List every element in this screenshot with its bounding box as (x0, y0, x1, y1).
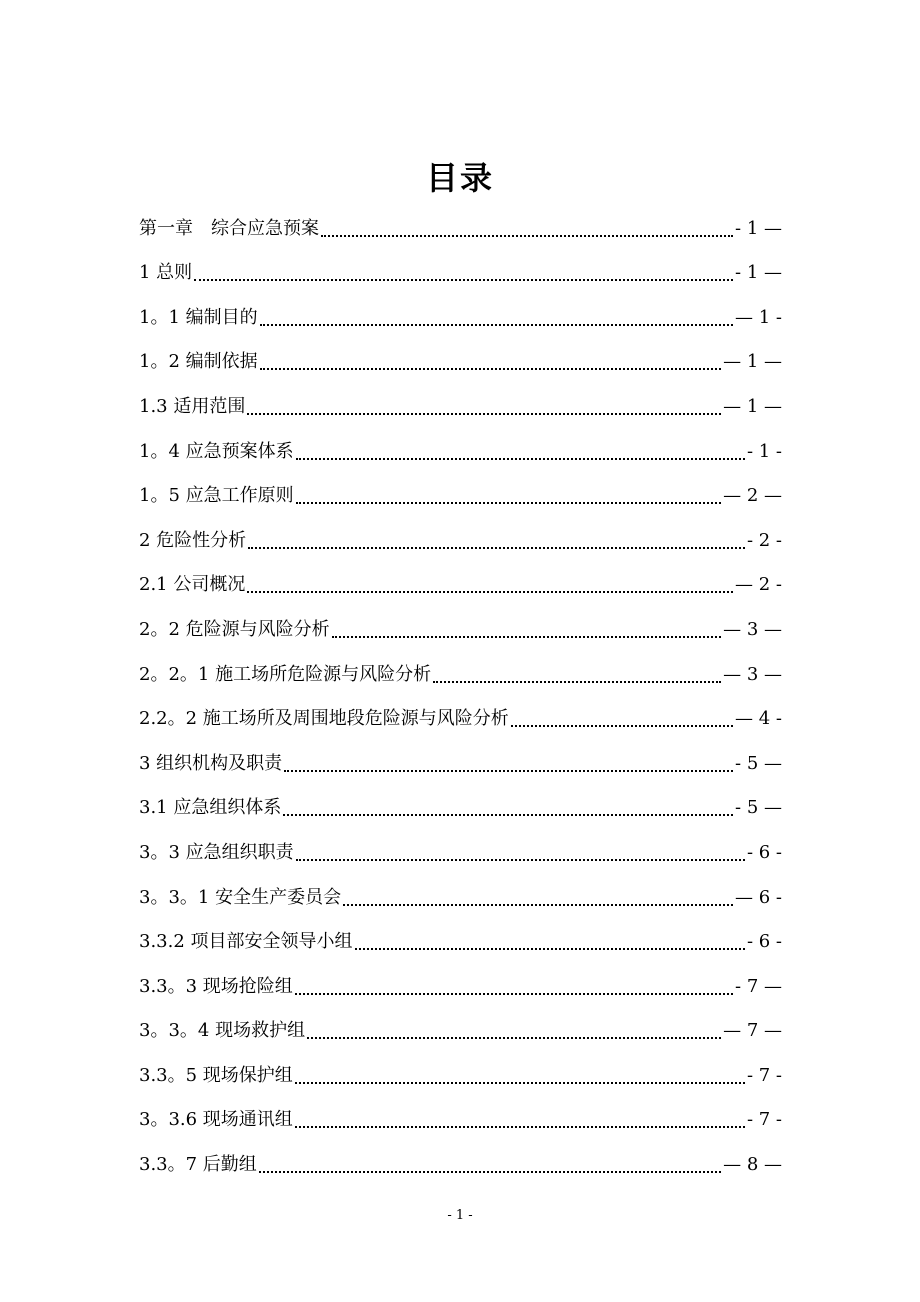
toc-entry-page: - 7 — (735, 975, 782, 997)
toc-entry[interactable] (139, 561, 782, 606)
toc-entry[interactable] (139, 784, 782, 829)
toc-entry[interactable] (139, 249, 782, 294)
toc-entry-label: 2.1 公司概况 (139, 574, 246, 596)
toc-entry-page: — 3 — (723, 663, 782, 685)
toc-entry[interactable] (139, 1051, 782, 1096)
toc-entry-label: 3 组织机构及职责 (139, 752, 283, 774)
toc-entry[interactable] (139, 338, 782, 383)
toc-entry-label: 1。5 应急工作原则 (139, 485, 294, 507)
toc-dot-leader (307, 1037, 721, 1039)
toc-entry-label: 3.3。3 现场抢险组 (139, 975, 293, 997)
toc-entry[interactable] (139, 739, 782, 784)
toc-entry-label: 3。3。4 现场救护组 (139, 1020, 306, 1042)
toc-entry-label: 3.3。7 后勤组 (139, 1154, 257, 1176)
toc-entry[interactable] (139, 516, 782, 561)
toc-dot-leader (295, 1126, 745, 1128)
toc-dot-leader (511, 725, 733, 727)
toc-entry-label: 3。3.6 现场通讯组 (139, 1109, 293, 1131)
toc-entry[interactable] (139, 1007, 782, 1052)
page-number-footer: - 1 - (447, 1208, 473, 1223)
toc-entry-label: 1。4 应急预案体系 (139, 440, 294, 462)
toc-entry[interactable] (139, 293, 782, 338)
toc-entry-page: — 4 - (735, 708, 782, 730)
toc-entry[interactable] (139, 472, 782, 517)
toc-entry-page: — 8 — (723, 1154, 782, 1176)
toc-entry[interactable] (139, 605, 782, 650)
toc-dot-leader (284, 770, 733, 772)
toc-dot-leader (247, 591, 733, 593)
toc-entry[interactable] (139, 427, 782, 472)
toc-entry-page: — 2 — (723, 485, 782, 507)
toc-entry[interactable] (139, 695, 782, 740)
toc-entry-page: - 7 - (746, 1109, 782, 1131)
toc-dot-leader (260, 368, 721, 370)
toc-dot-leader (321, 235, 733, 237)
toc-dot-leader (260, 324, 733, 326)
toc-dot-leader (295, 993, 733, 995)
toc-entry-label: 1。1 编制目的 (139, 306, 258, 328)
toc-entry[interactable] (139, 1140, 782, 1185)
toc-entry-page: — 6 - (735, 886, 782, 908)
toc-entry-page: - 5 — (735, 752, 782, 774)
toc-entry-page: — 1 — (723, 395, 782, 417)
toc-entry-label: 3.1 应急组织体系 (139, 797, 282, 819)
toc-entry[interactable] (139, 1096, 782, 1141)
toc-entry[interactable] (139, 962, 782, 1007)
toc-entry-label: 3.3.2 项目部安全领导小组 (139, 931, 353, 953)
toc-entry-label: 3.3。5 现场保护组 (139, 1064, 293, 1086)
toc-dot-leader (343, 904, 733, 906)
toc-entry-page: - 6 - (746, 841, 782, 863)
toc-entry[interactable] (139, 382, 782, 427)
toc-entry-page: - 1 — (735, 217, 782, 239)
toc-entry-page: - 5 — (735, 797, 782, 819)
toc-entry-page: — 7 — (723, 1020, 782, 1042)
table-of-contents (139, 204, 782, 1185)
toc-dot-leader (296, 458, 745, 460)
toc-entry-page: — 2 - (735, 574, 782, 596)
toc-entry-page: - 7 - (746, 1064, 782, 1086)
toc-entry-label: 第一章 综合应急预案 (139, 217, 319, 239)
toc-entry-page: — 3 — (723, 618, 782, 640)
toc-entry-label: 2.2。2 施工场所及周围地段危险源与风险分析 (139, 708, 509, 730)
toc-dot-leader (247, 413, 721, 415)
toc-entry[interactable] (139, 204, 782, 249)
toc-dot-leader (355, 948, 745, 950)
toc-dot-leader (283, 814, 733, 816)
toc-entry[interactable] (139, 650, 782, 695)
toc-dot-leader (296, 502, 721, 504)
toc-entry-label: 2。2。1 施工场所危险源与风险分析 (139, 663, 432, 685)
toc-dot-leader (295, 1082, 745, 1084)
toc-entry-label: 3。3。1 安全生产委员会 (139, 886, 342, 908)
page-title: 目录 (425, 159, 494, 197)
toc-entry[interactable] (139, 828, 782, 873)
toc-dot-leader (259, 1171, 721, 1173)
toc-entry-label: 2。2 危险源与风险分析 (139, 618, 330, 640)
toc-entry-page: — 1 - (735, 306, 782, 328)
toc-dot-leader (332, 636, 721, 638)
toc-entry[interactable] (139, 918, 782, 963)
toc-entry-label: 1.3 适用范围 (139, 395, 246, 417)
toc-entry-page: - 1 — (735, 262, 782, 284)
toc-entry-page: - 6 - (746, 931, 782, 953)
toc-entry-page: - 1 - (746, 440, 782, 462)
toc-dot-leader (194, 279, 733, 281)
toc-entry-page: — 1 — (723, 351, 782, 373)
toc-dot-leader (296, 859, 745, 861)
toc-dot-leader (433, 681, 721, 683)
toc-dot-leader (248, 547, 745, 549)
toc-entry-page: - 2 - (746, 529, 782, 551)
toc-entry-label: 2 危险性分析 (139, 529, 247, 551)
toc-entry-label: 1 总则 (139, 262, 193, 284)
toc-entry-label: 3。3 应急组织职责 (139, 841, 294, 863)
toc-entry[interactable] (139, 873, 782, 918)
toc-entry-label: 1。2 编制依据 (139, 351, 258, 373)
